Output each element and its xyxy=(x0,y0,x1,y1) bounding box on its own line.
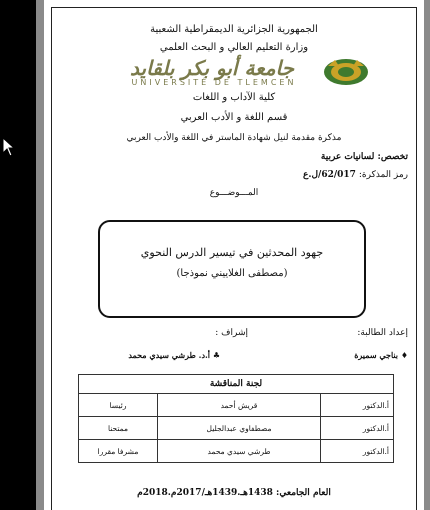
table-row xyxy=(79,440,394,463)
department-line: قسم اللغة و الأدب العربي xyxy=(180,112,288,123)
document-page[interactable] xyxy=(44,0,424,510)
member-name: طرشي سيدي محمد xyxy=(158,440,321,463)
university-logo xyxy=(96,56,376,90)
academic-year: العام الجامعي: 1438هـ.1439هـ/2017م.2018م xyxy=(137,488,331,498)
university-name-french: UNIVERSITÉ DE TLEMCEN xyxy=(131,78,297,87)
member-title: أ.الدكتور xyxy=(321,417,394,440)
table-row xyxy=(79,394,394,417)
ministry-line: وزارة التعليم العالي و البحث العلمي xyxy=(159,42,309,53)
club-bullet-icon: ♣ xyxy=(212,350,220,360)
member-name: مصطفاوي عبدالجليل xyxy=(158,417,321,440)
university-name-arabic: جامعة أبو بكر بلقايد xyxy=(130,56,294,80)
member-role: رئيسا xyxy=(79,394,158,417)
mouse-pointer-icon xyxy=(2,137,16,157)
member-role: مشرفا مقررا xyxy=(79,440,158,463)
thesis-code-value: 62/017/ل.ع xyxy=(303,170,356,180)
topic-box xyxy=(98,220,366,318)
topic-subtitle: (مصطفى الغلاييني نموذجا) xyxy=(176,268,288,279)
thesis-code-label: رمز المذكرة: xyxy=(358,170,408,180)
university-seal-icon xyxy=(323,56,369,88)
member-name: قريش أحمد xyxy=(158,394,321,417)
committee-header-row xyxy=(79,375,394,394)
committee-title: لجنة المناقشة xyxy=(79,375,394,394)
topic-title: جهود المحدثين في تيسير الدرس النحوي xyxy=(140,246,324,259)
thesis-code xyxy=(303,170,408,180)
topic-heading: المـــوضـــوع xyxy=(209,188,259,198)
member-role: ممتحنا xyxy=(79,417,158,440)
supervisor-label: إشراف : xyxy=(215,328,248,338)
specialty: تخصص: لسانيات عربية xyxy=(320,152,408,162)
member-title: أ.الدكتور xyxy=(321,394,394,417)
student-label: إعداد الطالبة: xyxy=(357,328,408,338)
thesis-line: مذكرة مقدمة لنيل شهادة الماستر في اللغة والأدب العربي xyxy=(126,133,342,143)
supervisor-name: ♣ أ.د. طرشي سيدي محمد xyxy=(128,350,220,360)
committee-table xyxy=(78,374,394,463)
member-title: أ.الدكتور xyxy=(321,440,394,463)
faculty-line: كلية الآداب و اللغات xyxy=(192,92,276,103)
table-row xyxy=(79,417,394,440)
diamond-bullet-icon: ♦ xyxy=(400,350,408,360)
student-name: ♦ بناجي سميرة xyxy=(354,350,408,360)
republic-line: الجمهورية الجزائرية الديمقراطية الشعبية xyxy=(150,24,318,35)
